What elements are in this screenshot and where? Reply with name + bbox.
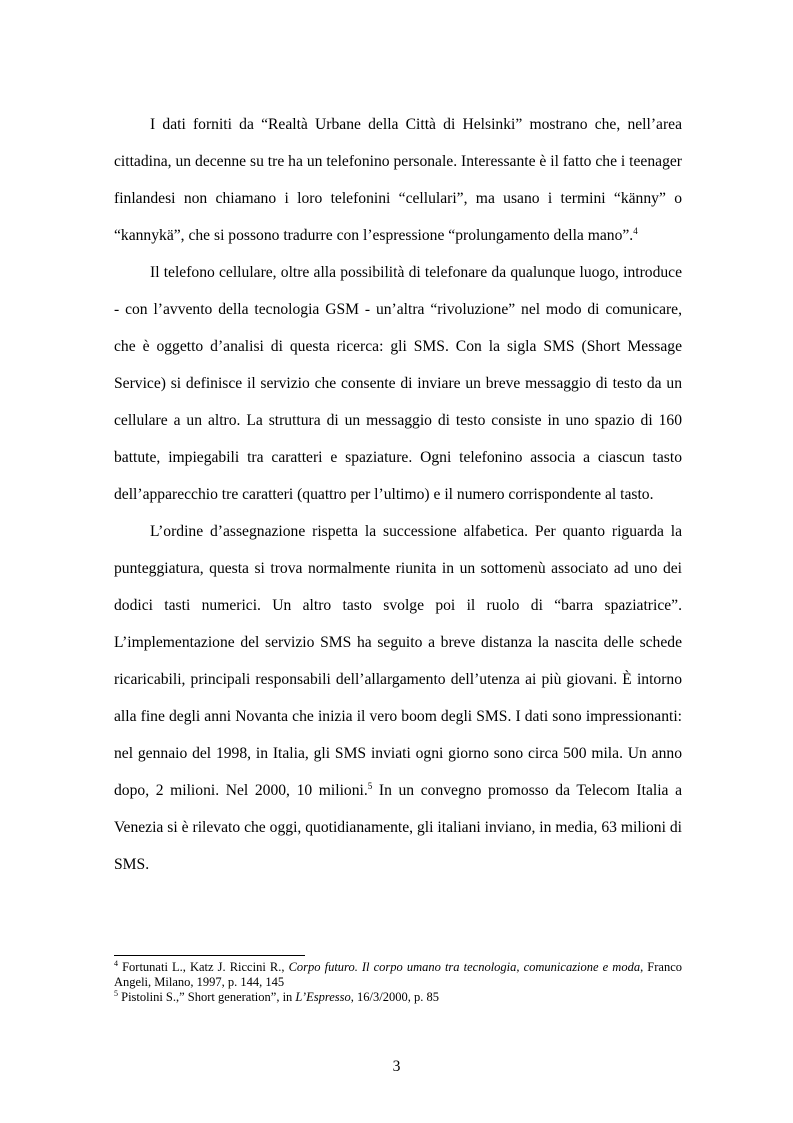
footnote-4-number: 4	[114, 959, 118, 968]
footnote-separator	[114, 955, 305, 956]
footnote-5-title: L’Espresso	[295, 990, 351, 1004]
footnote-5-number: 5	[114, 989, 118, 998]
paragraph-3-text-before: L’ordine d’assegnazione rispetta la successione alfabetica. Per quanto riguarda la punteggiatura, questa si trova normalmente riunita in un sottomenù associato ad uno dei dodici tasti numerici. Un altro tasto svolge poi il ruolo di “barra spaziatrice”. L’implementazione del servizio SMS ha seguito a breve distanza la nascita delle schede ricaricabili, principali responsabili dell’allargamento dell’utenza ai più giovani. È intorno alla fine degli anni Novanta che inizia il vero boom degli SMS. I dati sono impressionanti: nel gennaio del 1998, in Italia, gli SMS inviati ogni giorno sono circa 500 mila. Un anno dopo, 2 milioni. Nel 2000, 10 milioni.	[114, 523, 682, 799]
paragraph-3	[114, 513, 682, 883]
paragraph-2-text: Il telefono cellulare, oltre alla possibilità di telefonare da qualunque luogo, introduce - con l’avvento della tecnologia GSM - un’altra “rivoluzione” nel modo di comunicare, che è oggetto d’analisi di questa ricerca: gli SMS. Con la sigla SMS (Short Message Service) si definisce il servizio che consente di inviare un breve messaggio di testo da un cellulare a un altro. La struttura di un messaggio di testo consiste in uno spazio di 160 battute, impiegabili tra caratteri e spaziature. Ogni telefonino associa a ciascun tasto dell’apparecchio tre caratteri (quattro per l’ultimo) e il numero corrispondente al tasto.	[114, 264, 682, 503]
paragraph-3-text-after: In un convegno promosso da Telecom Italia a Venezia si è rilevato che oggi, quotidianamente, gli italiani inviano, in media, 63 milioni di SMS.	[114, 782, 683, 873]
footnote-5	[114, 990, 682, 1005]
footnote-ref-5[interactable]: 5	[367, 781, 373, 791]
footnotes	[114, 955, 682, 1005]
footnote-4-rest: , Franco Angeli, Milano, 1997, p. 144, 145	[114, 960, 682, 989]
paragraph-2	[114, 254, 682, 513]
page-number: 3	[392, 1058, 401, 1075]
footnote-4	[114, 960, 682, 990]
footnote-5-authors: Pistolini S.,” Short generation”, in	[118, 990, 296, 1004]
paragraph-1-text: I dati forniti da “Realtà Urbane della Città di Helsinki” mostrano che, nell’area cittadina, un decenne su tre ha un telefonino personale. Interessante è il fatto che i teenager finlandesi non chiamano i loro telefonini “cellulari”, ma usano i termini “känny” o “kannykä”, che si possono tradurre con l’espressione “prolungamento della mano”.	[114, 116, 682, 244]
footnote-ref-4[interactable]: 4	[633, 226, 638, 236]
footnote-4-title: Corpo futuro. Il corpo umano tra tecnologia, comunicazione e moda	[288, 960, 641, 974]
footnote-4-authors: Fortunati L., Katz J. Riccini R.,	[118, 960, 289, 974]
footnote-5-rest: , 16/3/2000, p. 85	[350, 990, 439, 1004]
body-text	[114, 106, 682, 883]
paragraph-1	[114, 106, 682, 254]
